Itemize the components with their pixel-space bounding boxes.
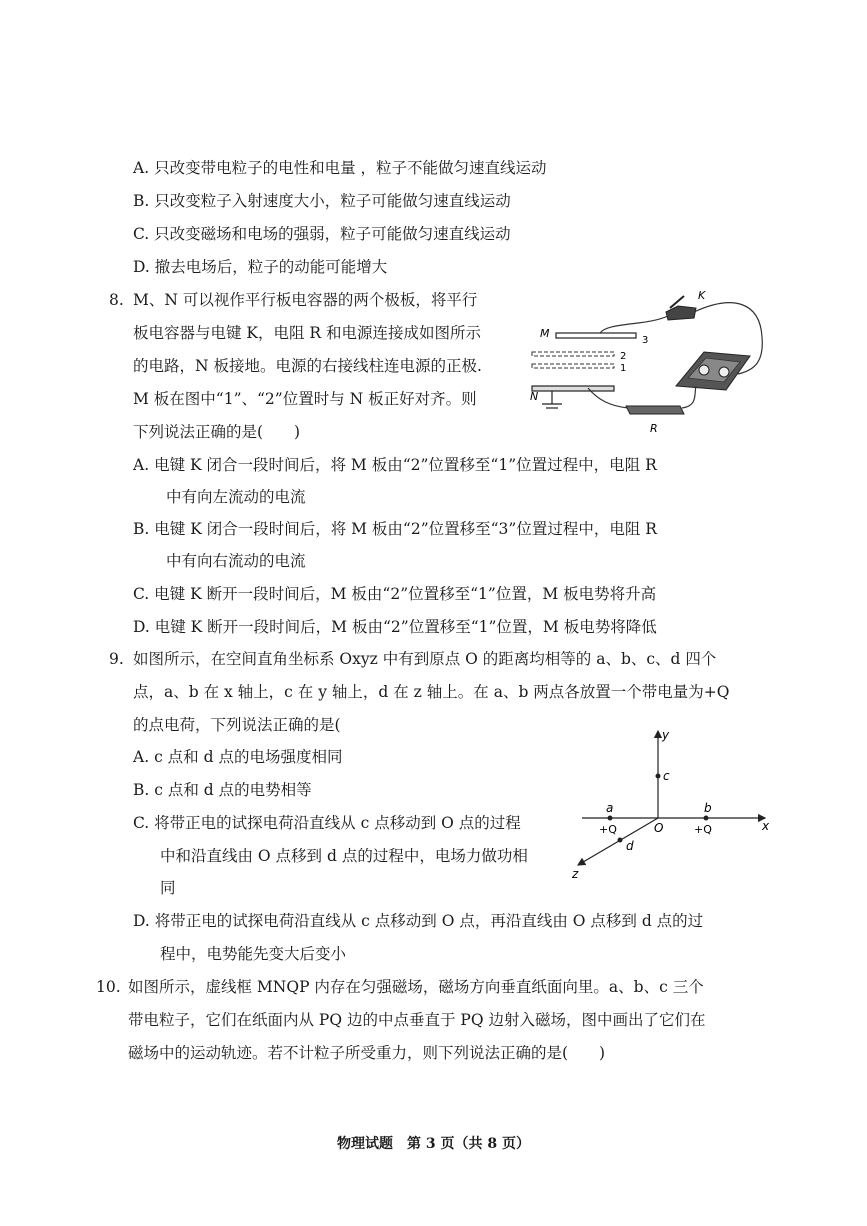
ground-icon: [542, 391, 562, 408]
q9-option-c-text-3: 同: [160, 879, 176, 897]
q9-option-d-label: D.: [133, 912, 150, 930]
label-point-a: a: [606, 801, 614, 815]
q8-option-b-text-1: 电键 K 闭合一段时间后，将 M 板由“2”位置移至“3”位置过程中，电阻 R: [154, 520, 657, 538]
q7-option-b-text: 只改变粒子入射速度大小，粒子可能做匀速直线运动: [154, 192, 511, 210]
q10-stem-line-1: 如图所示，虚线框 MNQP 内存在匀强磁场，磁场方向垂直纸面向里。a、b、c 三个: [128, 978, 704, 996]
q7-option-a: [133, 157, 547, 179]
q8-option-c-text-1: 电键 K 断开一段时间后，M 板由“2”位置移至“1”位置，M 板电势将升高: [154, 585, 657, 603]
q10-stem-line-3: 磁场中的运动轨迹。若不计粒子所受重力，则下列说法正确的是( ): [128, 1044, 606, 1062]
q8-circuit-figure: [528, 282, 773, 442]
q8-stem-line-1: M、N 可以视作平行板电容器的两个极板，将平行: [133, 291, 478, 309]
q9-coordinate-figure: [570, 725, 780, 885]
point-d: [618, 838, 623, 843]
page-footer: 物理试题 第 3 页（共 8 页）: [337, 1136, 530, 1152]
q9-option-b-text-1: c 点和 d 点的电势相等: [154, 781, 312, 799]
q9-option-a-text-1: c 点和 d 点的电场强度相同: [154, 748, 343, 766]
q9-option-d: [133, 910, 703, 932]
point-a: [608, 816, 613, 821]
q8-stem-line-5: 下列说法正确的是( ): [133, 423, 301, 441]
q7-option-b: [133, 190, 511, 212]
q8-option-d: [133, 616, 657, 638]
q7-option-b-label: B.: [133, 192, 150, 210]
plate-m: [556, 333, 636, 338]
label-axis-x: x: [762, 819, 770, 833]
q7-option-d-text: 撤去电场后，粒子的动能可能增大: [154, 258, 388, 276]
label-origin: O: [654, 821, 664, 835]
q9-option-d-text-1: 将带正电的试探电荷沿直线从 c 点移动到 O 点，再沿直线由 O 点移到 d 点的过: [154, 912, 704, 930]
q7-option-d-label: D.: [133, 258, 150, 276]
q8-option-a-text-1: 电键 K 闭合一段时间后，将 M 板由“2”位置移至“1”位置过程中，电阻 R: [154, 456, 657, 474]
q8-option-d-label: D.: [133, 618, 150, 636]
label-point-d: d: [626, 839, 634, 853]
q8-option-b-label: B.: [133, 520, 150, 538]
q9-option-c-text-2: 中和沿直线由 O 点移到 d 点的过程中，电场力做功相: [160, 847, 528, 865]
label-charge-b: +Q: [694, 823, 712, 836]
label-point-c: c: [663, 769, 670, 783]
label-axis-z: z: [572, 867, 579, 881]
q9-option-b: [133, 779, 312, 801]
q7-option-c: [133, 223, 511, 245]
q9-option-b-label: B.: [133, 781, 150, 799]
q8-option-c-label: C.: [133, 585, 150, 603]
power-source-icon: [676, 352, 750, 390]
plate-position-1: [532, 364, 614, 368]
q8-number: 8.: [109, 291, 124, 309]
q8-option-b: [133, 518, 657, 540]
q9-option-c: [133, 812, 521, 834]
q8-option-c: [133, 583, 656, 605]
label-point-b: b: [704, 801, 712, 815]
point-b: [704, 816, 709, 821]
label-n: N: [530, 390, 539, 403]
q8-option-d-text-1: 电键 K 断开一段时间后，M 板由“2”位置移至“1”位置，M 板电势将降低: [154, 618, 657, 636]
label-k: K: [698, 289, 706, 302]
plate-n: [532, 386, 614, 391]
q9-stem-line-3: 的点电荷，下列说法正确的是(: [133, 716, 341, 734]
q9-stem-line-1: 如图所示，在空间直角坐标系 Oxyz 中有到原点 O 的距离均相等的 a、b、c、d 四个: [133, 650, 717, 668]
q9-stem-line-2: 点，a、b 在 x 轴上，c 在 y 轴上，d 在 z 轴上。在 a、b 两点各放置一个带电量为+Q: [133, 683, 730, 701]
q9-option-a: [133, 746, 342, 768]
q9-option-c-label: C.: [133, 814, 150, 832]
q8-stem-line-2: 板电容器与电键 K，电阻 R 和电源连接成如图所示: [133, 324, 482, 342]
q8-stem-line-4: M 板在图中“1”、“2”位置时与 N 板正好对齐。则: [133, 390, 477, 408]
resistor-r-icon: [626, 406, 684, 414]
label-r: R: [650, 422, 658, 435]
label-axis-y: y: [662, 728, 670, 742]
q8-stem-line-3: 的电路，N 板接地。电源的右接线柱连电源的正极.: [133, 357, 482, 375]
q9-number: 9.: [109, 650, 124, 668]
q7-option-c-label: C.: [133, 225, 150, 243]
q8-option-a-text-2: 中有向左流动的电流: [166, 488, 306, 506]
plate-position-2: [532, 352, 614, 356]
point-c: [656, 774, 661, 779]
q7-option-a-label: A.: [133, 159, 150, 177]
label-pos-1: 1: [620, 363, 627, 374]
q7-option-d: [133, 256, 387, 278]
switch-k-icon: [666, 296, 696, 320]
label-m: M: [540, 327, 550, 340]
q10-stem-line-2: 带电粒子，它们在纸面内从 PQ 边的中点垂直于 PQ 边射入磁场，图中画出了它们在: [128, 1011, 706, 1029]
q9-option-c-text-1: 将带正电的试探电荷沿直线从 c 点移动到 O 点的过程: [154, 814, 521, 832]
q8-option-b-text-2: 中有向右流动的电流: [166, 552, 306, 570]
label-pos-3: 3: [642, 335, 649, 346]
label-pos-2: 2: [620, 351, 627, 362]
q10-number: 10.: [96, 978, 121, 996]
q8-option-a-label: A.: [133, 456, 150, 474]
q8-option-a: [133, 454, 657, 476]
q7-option-c-text: 只改变磁场和电场的强弱，粒子可能做匀速直线运动: [154, 225, 511, 243]
label-charge-a: +Q: [599, 823, 617, 836]
q9-option-a-label: A.: [133, 748, 150, 766]
q7-option-a-text: 只改变带电粒子的电性和电量 ，粒子不能做匀速直线运动: [154, 159, 547, 177]
q9-option-d-text-2: 程中，电势能先变大后变小: [160, 945, 347, 963]
